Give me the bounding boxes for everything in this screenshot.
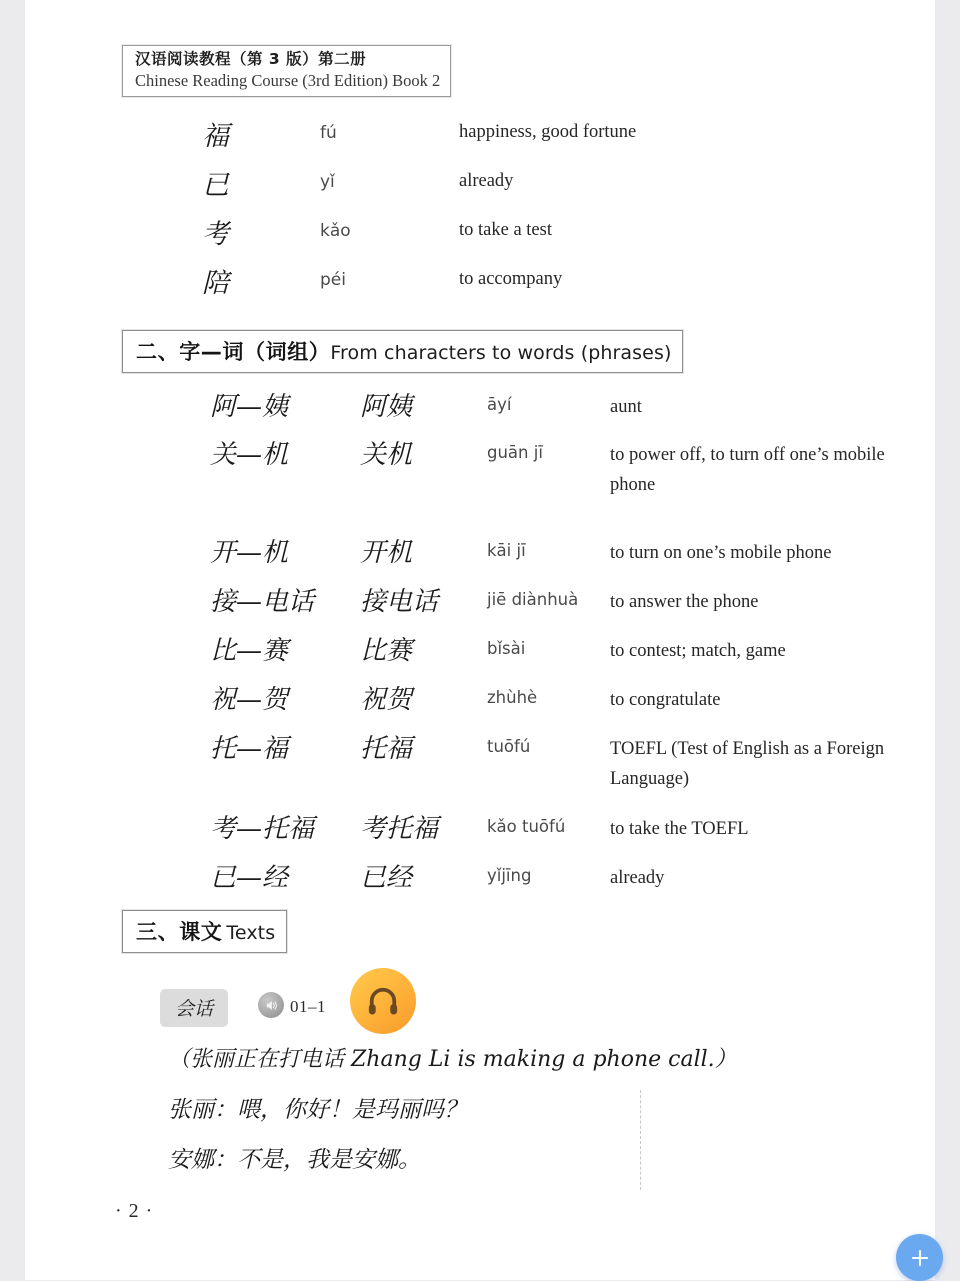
word-combined: 考托福 xyxy=(360,814,439,844)
section-two-heading-english: From characters to words (phrases) xyxy=(330,342,672,364)
section-heading-two xyxy=(122,330,683,373)
vocabulary-row xyxy=(50,161,935,210)
speaker-icon[interactable] xyxy=(258,992,284,1018)
word-combined: 关机 xyxy=(360,440,413,470)
vocabulary-row xyxy=(50,210,935,259)
section-heading-three xyxy=(122,910,287,953)
word-english: to power off, to turn off one’s mobile phone xyxy=(610,445,885,495)
section-three-heading-english: Texts xyxy=(226,922,276,944)
word-english: to contest; match, game xyxy=(610,641,786,661)
word-combined: 托福 xyxy=(360,734,413,764)
word-combined: 接电话 xyxy=(360,587,439,617)
word-split-form: 托—福 xyxy=(210,734,289,764)
word-pinyin: kǎo tuōfú xyxy=(487,817,566,836)
table-row xyxy=(50,434,935,532)
word-split-form: 关—机 xyxy=(210,440,289,470)
table-row xyxy=(50,532,935,581)
word-english: to take the TOEFL xyxy=(610,819,749,839)
book-title-english: Chinese Reading Course (3rd Edition) Book 2 xyxy=(135,70,441,90)
word-combined: 已经 xyxy=(360,863,413,893)
word-combined: 开机 xyxy=(360,538,413,568)
word-split-form: 阿—姨 xyxy=(210,392,289,422)
table-row xyxy=(50,630,935,679)
vocabulary-character: 陪 xyxy=(202,268,229,299)
table-row xyxy=(50,581,935,630)
word-pinyin: kāi jī xyxy=(487,541,526,560)
vocabulary-row xyxy=(50,259,935,308)
add-button[interactable] xyxy=(896,1234,943,1281)
word-pinyin: guān jī xyxy=(487,443,543,462)
word-split-form: 比—赛 xyxy=(210,636,289,666)
audio-control-row xyxy=(50,968,935,1040)
vocabulary-english: to accompany xyxy=(459,269,563,289)
vocabulary-english: happiness, good fortune xyxy=(459,122,637,142)
dialogue-line: 安娜：不是，我是安娜。 xyxy=(168,1147,421,1173)
vocabulary-english: already xyxy=(459,171,514,191)
dashed-divider xyxy=(640,1090,641,1190)
table-row xyxy=(50,679,935,728)
word-pinyin: yǐjīng xyxy=(487,866,532,885)
word-pinyin: tuōfú xyxy=(487,737,531,756)
section-two-heading-chinese: 二、字—词（词组） xyxy=(136,340,331,364)
word-split-form: 已—经 xyxy=(210,863,289,893)
dialogue-line: 张丽：喂，你好！是玛丽吗？ xyxy=(168,1097,467,1123)
vocabulary-list xyxy=(50,112,935,308)
dialogue-type-badge: 会话 xyxy=(160,989,228,1027)
word-split-form: 祝—贺 xyxy=(210,685,289,715)
vocabulary-character: 已 xyxy=(202,170,229,201)
word-english: already xyxy=(610,868,665,888)
word-formation-table xyxy=(50,386,935,906)
vocabulary-pinyin: péi xyxy=(320,270,346,290)
table-row xyxy=(50,728,935,808)
word-pinyin: zhùhè xyxy=(487,688,538,707)
word-english: TOEFL (Test of English as a Foreign Language) xyxy=(610,739,885,789)
plus-icon xyxy=(908,1246,932,1270)
word-english: aunt xyxy=(610,397,642,417)
word-combined: 比赛 xyxy=(360,636,413,666)
word-split-form: 接—电话 xyxy=(210,587,315,617)
vocabulary-character: 福 xyxy=(202,121,229,152)
page-sheet xyxy=(25,0,935,1280)
vocabulary-english: to take a test xyxy=(459,220,552,240)
section-three-heading-chinese: 三、课文 xyxy=(136,920,223,944)
word-pinyin: bǐsài xyxy=(487,639,526,658)
word-split-form: 开—机 xyxy=(210,538,289,568)
vocabulary-character: 考 xyxy=(202,219,229,250)
vocabulary-row xyxy=(50,112,935,161)
word-english: to congratulate xyxy=(610,690,721,710)
dialogue-stage-direction: （张丽正在打电话 Zhang Li is making a phone call.） xyxy=(168,1047,737,1072)
vocabulary-pinyin: kǎo xyxy=(320,221,351,241)
word-english: to answer the phone xyxy=(610,592,759,612)
audio-track-label: 01–1 xyxy=(290,997,326,1016)
vocabulary-pinyin: fú xyxy=(320,123,337,143)
word-split-form: 考—托福 xyxy=(210,814,315,844)
book-title-chinese: 汉语阅读教程（第 3 版）第二册 xyxy=(135,50,367,68)
table-row xyxy=(50,857,935,906)
table-row xyxy=(50,808,935,857)
word-combined: 祝贺 xyxy=(360,685,413,715)
headphone-icon[interactable] xyxy=(350,968,416,1034)
vocabulary-pinyin: yǐ xyxy=(320,172,335,192)
word-combined: 阿姨 xyxy=(360,392,413,422)
table-row xyxy=(50,386,935,434)
page-number: · 2 · xyxy=(115,1200,154,1222)
book-title-box xyxy=(122,45,451,97)
word-pinyin: jiē diànhuà xyxy=(487,590,579,609)
word-pinyin: āyí xyxy=(487,395,512,414)
word-english: to turn on one’s mobile phone xyxy=(610,543,832,563)
